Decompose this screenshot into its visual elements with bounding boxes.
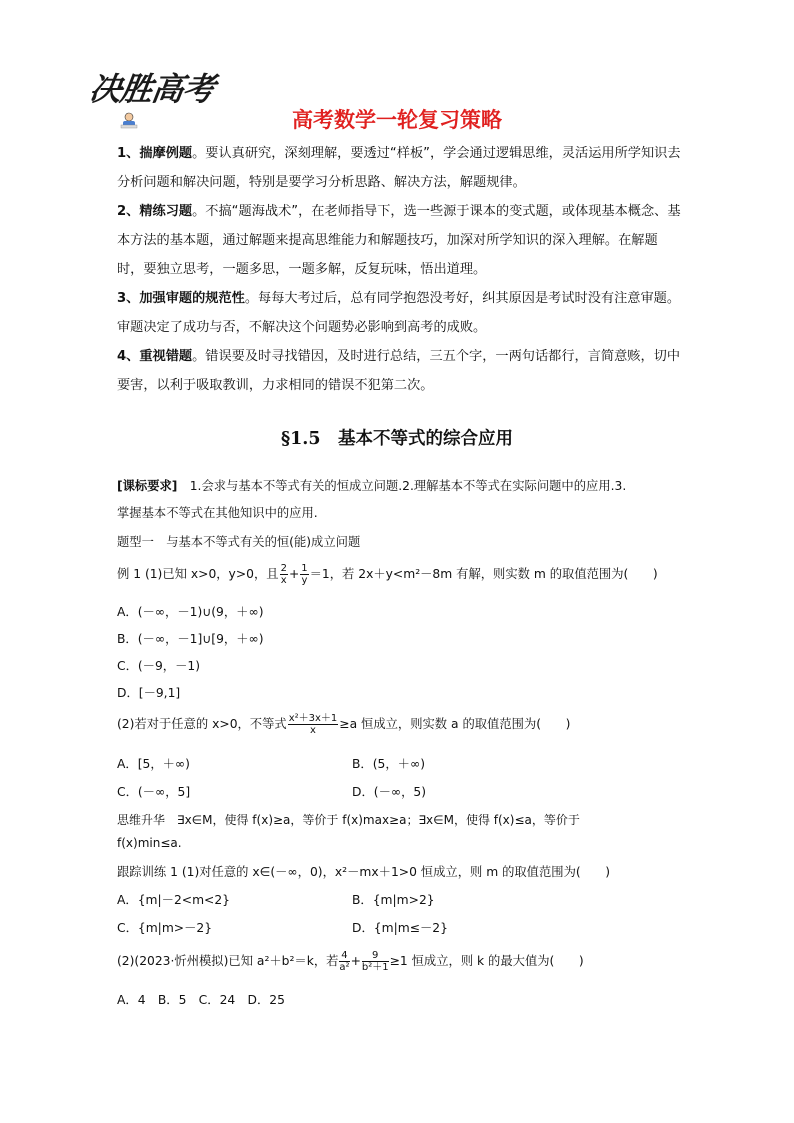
strategy-2 bbox=[117, 197, 683, 284]
option-b: B．(－∞，－1]∪[9，＋∞) bbox=[117, 632, 264, 646]
strategy-4 bbox=[117, 342, 683, 400]
example-pre: 例 1 (1)已知 x>0，y>0，且 bbox=[117, 567, 279, 581]
strategy-3 bbox=[117, 284, 683, 342]
option-d: D．(－∞，5) bbox=[352, 785, 427, 799]
strategy-lead: 4、重视错题 bbox=[117, 349, 193, 364]
follow-up-question-2: (2)(2023·忻州模拟)已知 a²＋b²＝k，若 $\frac{4}{\text{a²}}$ + $\frac{9}{\text{b²＋1}}$ ≥1 恒成立，则 k 的最大值为( ) bbox=[117, 950, 584, 973]
option-c: C．(－∞，5] bbox=[117, 785, 191, 799]
strategy-1 bbox=[117, 139, 683, 197]
strategy-text: 。错误要及时寻找错因，及时进行总结，三五个字，一两句话都行，言简意赅，切中要害，以利于吸取教训，力求相同的错误不犯第二次。 bbox=[117, 349, 681, 393]
example-1-part-2 bbox=[117, 713, 687, 736]
fraction-2-over-x: $\frac{2}{x}$ bbox=[280, 563, 287, 586]
strategy-text: 。要认真研究，深刻理解，要透过“样板”，学会通过逻辑思维，灵活运用所学知识去分析问题和解决问题，特别是要学习分析思路、解决方法，解题规律。 bbox=[117, 146, 681, 190]
option-b: B．{m|m>2} bbox=[352, 893, 435, 907]
thinking-summary-1: 思维升华 ∃x∈M，使得 f(x)≥a，等价于 f(x)max≥a；∃x∈M，使得 f(x)≤a，等价于 bbox=[117, 813, 580, 827]
strategy-lead: 2、精练习题 bbox=[117, 204, 193, 219]
strategy-lead: 3、加强审题的规范性 bbox=[117, 291, 245, 306]
fraction-4-over-a2: $\frac{4}{\text{a²}}$ bbox=[339, 950, 350, 973]
option-b: B．(5，＋∞) bbox=[352, 757, 425, 771]
page-title: 高考数学一轮复习策略 bbox=[292, 108, 502, 132]
option-c: C．(－9，－1) bbox=[117, 659, 201, 673]
example-pre: (2)若对于任意的 x>0，不等式 bbox=[117, 717, 287, 731]
requirement-line-1 bbox=[117, 476, 687, 494]
example-post: ≥a 恒成立，则实数 a 的取值范围为( ) bbox=[339, 717, 571, 731]
strategy-text: 。每每大考过后，总有同学抱怨没考好，纠其原因是考试时没有注意审题。审题决定了成功与否，不解决这个问题势必影响到高考的成败。 bbox=[117, 291, 681, 335]
question-pre: (2)(2023·忻州模拟)已知 a²＋b²＝k，若 bbox=[117, 954, 339, 968]
section-title: §1.5 基本不等式的综合应用 bbox=[280, 429, 514, 449]
requirement-text-1: 1.会求与基本不等式有关的恒成立问题.2.理解基本不等式在实际问题中的应用.3. bbox=[177, 479, 627, 493]
logo-text: 决胜高考 bbox=[87, 70, 217, 108]
fraction-polynomial: $\frac{\text{x²＋3x＋1}}{x}$ bbox=[288, 713, 338, 736]
example-1-part-1: 例 1 (1)已知 x>0，y>0，且 $\frac{2}{x}$ + $\frac{1}{y}$ ＝1，若 2x＋y<m²－8m 有解，则实数 m 的取值范围为( ) bbox=[117, 563, 658, 586]
option-c: C．{m|m>－2} bbox=[117, 921, 213, 935]
strategy-lead: 1、揣摩例题 bbox=[117, 146, 193, 161]
question-type-heading: 题型一 与基本不等式有关的恒(能)成立问题 bbox=[117, 535, 361, 549]
requirement-tag: [课标要求] bbox=[117, 479, 178, 493]
example-post: ＝1，若 2x＋y<m²－8m 有解，则实数 m 的取值范围为( ) bbox=[309, 567, 658, 581]
follow-up-question-1: 跟踪训练 1 (1)对任意的 x∈(－∞，0)，x²－mx＋1>0 恒成立，则 m 的取值范围为( ) bbox=[117, 865, 611, 879]
option-d: D．[－9,1] bbox=[117, 686, 181, 700]
strategy-text: 。不搞“题海战术”，在老师指导下，选一些源于课本的变式题，或体现基本概念、基本方法的基本题，通过解题来提高思维能力和解题技巧，加深对所学知识的深入理解。在解题时，要独立思考，一题多思，一题多解，反复玩味，悟出道理。 bbox=[117, 204, 681, 277]
follow-up-2-options: A．4 B．5 C．24 D．25 bbox=[117, 993, 285, 1007]
option-d: D．{m|m≤－2} bbox=[352, 921, 448, 935]
thinking-summary-2: f(x)min≤a. bbox=[117, 836, 182, 850]
option-a: A．[5，＋∞) bbox=[117, 757, 190, 771]
question-post: ≥1 恒成立，则 k 的最大值为( ) bbox=[389, 954, 584, 968]
option-a: A．(－∞，－1)∪(9，＋∞) bbox=[117, 605, 264, 619]
fraction-9-over-b2-plus-1: $\frac{9}{\text{b²＋1}}$ bbox=[361, 950, 389, 973]
option-a: A．{m|－2<m<2} bbox=[117, 893, 231, 907]
fraction-1-over-y: $\frac{1}{y}$ bbox=[301, 563, 308, 586]
requirement-line-2: 掌握基本不等式在其他知识中的应用. bbox=[117, 506, 318, 520]
